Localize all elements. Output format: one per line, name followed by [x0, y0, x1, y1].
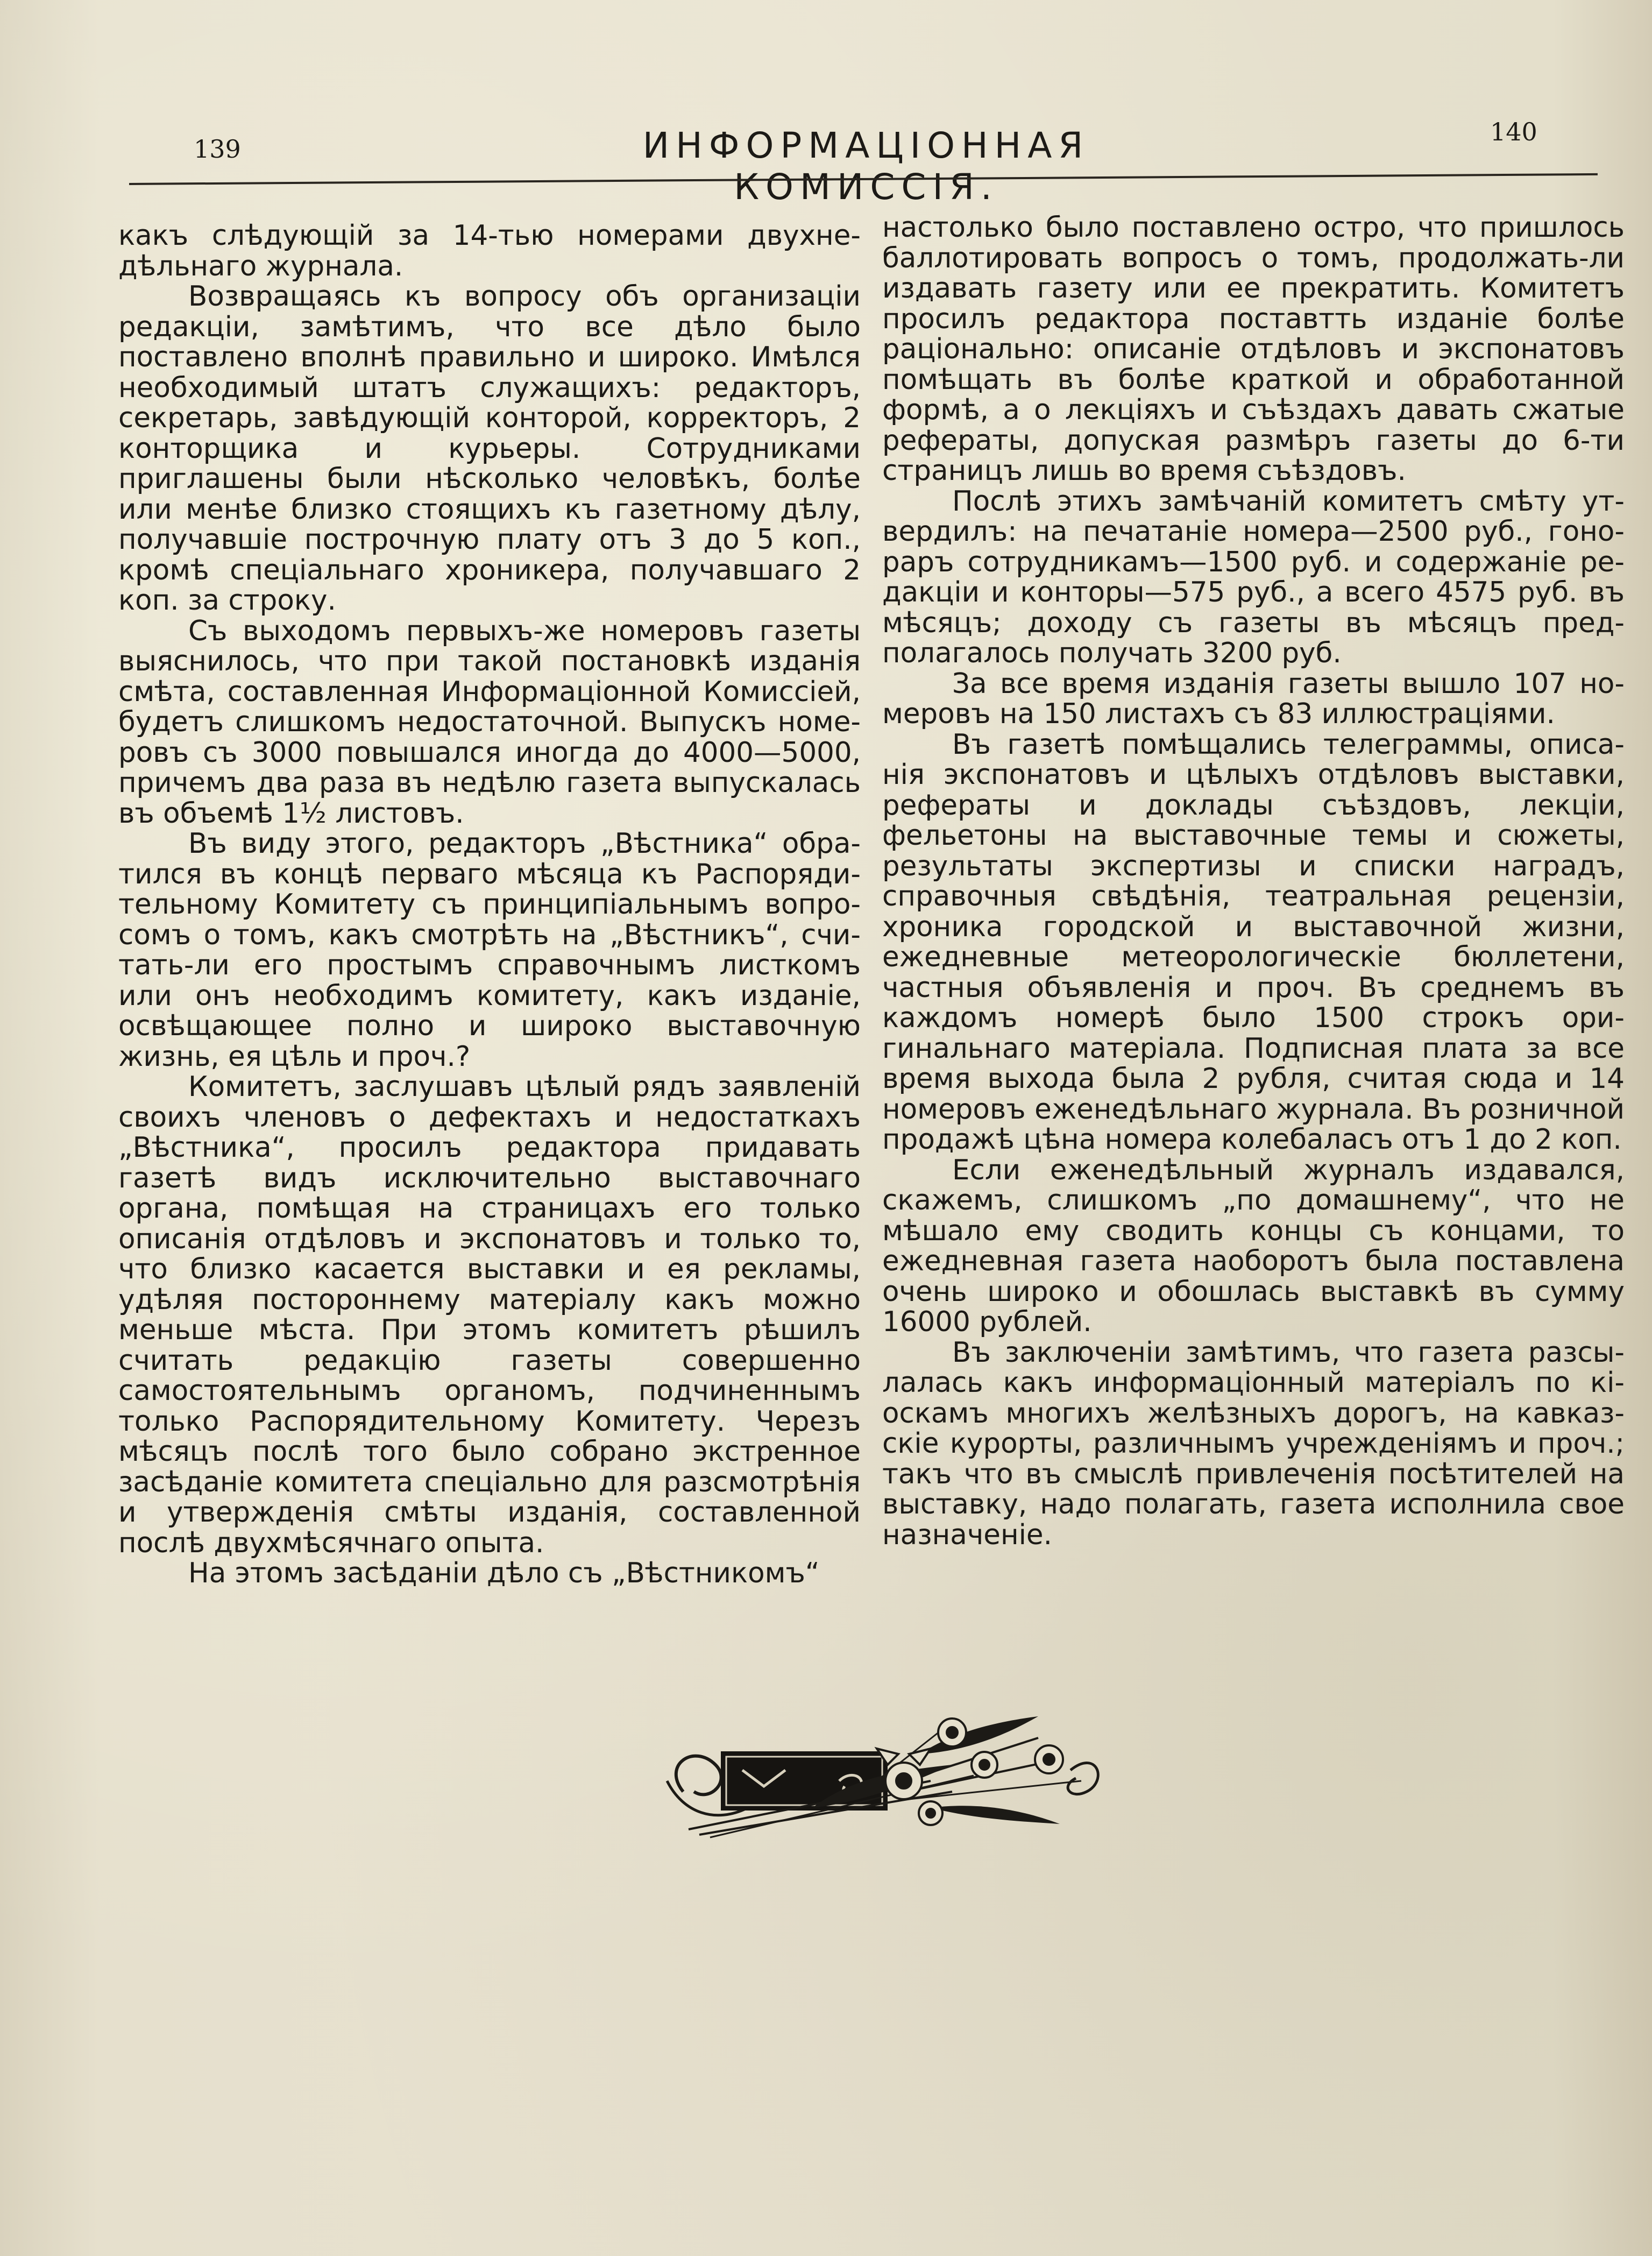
right-text-column	[882, 213, 1625, 1550]
page-number-left: 139	[194, 135, 241, 164]
paragraph: Въ газетѣ помѣщались телеграммы, описанія экспонатовъ и цѣлыхъ отдѣловъ выставки, рефераты и доклады съѣздовъ, лекціи, фельетоны на выставочные темы и сюжеты, результаты экспертизы и списки наградъ, справочныя свѣдѣнія, театральная рецензіи, хроника городской и выставочной жизни, ежедневные метеорологическіе бюллетени, частныя объявленія и проч. Въ среднемъ въ каждомъ номерѣ было 1500 строкъ оригинальнаго матеріала. Подписная плата за все время выхода была 2 рубля, считая сюда и 14 номеровъ еженедѣльнаго журнала. Въ розничной продажѣ цѣна номера колебаласъ отъ 1 до 2 коп.	[882, 728, 1625, 1156]
running-header	[129, 108, 1592, 208]
paragraph: За все время изданія газеты вышло 107 номеровъ на 150 листахъ съ 83 иллюстраціями.	[882, 667, 1625, 730]
paragraph: Послѣ этихъ замѣчаній комитетъ смѣту утвердилъ: на печатаніе номера—2500 руб., гонораръ сотрудникамъ—1500 руб. и содержаніе редакціи и конторы—575 руб., а всего 4575 руб. въ мѣсяцъ; доходу съ газеты въ мѣсяцъ предполагалось получать 3200 руб.	[882, 485, 1625, 669]
running-title: ИНФОРМАЦІОННАЯ КОМИССІЯ.	[642, 125, 1090, 208]
paragraph: Въ заключеніи замѣтимъ, что газета разсылалась какъ информаціонный матеріалъ по кіоскамъ многихъ желѣзныхъ дорогъ, на кавказскіе курорты, различнымъ учрежденіямъ и проч.; такъ что въ смыслѣ привлеченія посѣтителей на выставку, надо полагать, газета исполнила свое назначеніе.	[882, 1336, 1625, 1551]
paragraph: настолько было поставлено остро, что пришлось баллотировать вопросъ о томъ, продолжать-ли издавать газету или ее прекратить. Комитетъ просилъ редактора поставтть изданіе болѣе раціонально: описаніе отдѣловъ и экспонатовъ помѣщать въ болѣе краткой и обработанной формѣ, а о лекціяхъ и съѣздахъ давать сжатые рефераты, допуская размѣръ газеты до 6-ти страницъ лишь во время съѣздовъ.	[882, 211, 1625, 487]
paragraph: Комитетъ, заслушавъ цѣлый рядъ заявленій своихъ членовъ о дефектахъ и недостаткахъ „Вѣстника“, просилъ редактора придавать газетѣ видъ исключительно выставочнаго органа, помѣщая на страницахъ его только описанія отдѣловъ и экспонатовъ и только то, что близко касается выставки и ея рекламы, удѣляя постороннему матеріалу какъ можно меньше мѣста. При этомъ комитетъ рѣшилъ считать редакцію газеты совершенно самостоятельнымъ органомъ, подчиненнымъ только Распорядительному Комитету. Черезъ мѣсяцъ послѣ того было собрано экстренное засѣданіе комитета спеціально для разсмотрѣнія и утвержденія смѣты изданія, составленной послѣ двухмѣсячнаго опыта.	[118, 1071, 861, 1559]
paragraph: Въ виду этого, редакторъ „Вѣстника“ обратился въ концѣ перваго мѣсяца къ Распорядительному Комитету съ принципіальнымъ вопросомъ о томъ, какъ смотрѣть на „Вѣстникъ“, считать-ли его простымъ справочнымъ листкомъ или онъ необходимъ комитету, какъ изданіе, освѣщающее полно и широко выставочную жизнь, ея цѣль и проч.?	[118, 828, 861, 1073]
paragraph: Возвращаясь къ вопросу объ организаціи редакціи, замѣтимъ, что все дѣло было поставлено вполнѣ правильно и широко. Имѣлся необходимый штатъ служащихъ: редакторъ, секретарь, завѣдующій конторой, корректоръ, 2 конторщика и курьеры. Сотрудниками приглашены были нѣсколько человѣкъ, болѣе или менѣе близко стоящихъ къ газетному дѣлу, получавшіе построчную плату отъ 3 до 5 коп., кромѣ спеціальнаго хроникера, получавшаго 2 коп. за строку.	[118, 280, 861, 617]
paragraph: какъ слѣдующій за 14-тью номерами двухнедѣльнаго журнала.	[118, 220, 861, 282]
page-number-right: 140	[1490, 117, 1537, 146]
paragraph: Съ выходомъ первыхъ-же номеровъ газеты выяснилось, что при такой постановкѣ изданія смѣта, составленная Информаціонной Комиссіей, будетъ слишкомъ недостаточной. Выпускъ номеровъ съ 3000 повышался иногда до 4000—5000, причемъ два раза въ недѣлю газета выпускалась въ объемѣ 1½ листовъ.	[118, 614, 861, 830]
floral-ornament-icon	[651, 1700, 1114, 1840]
left-text-column	[118, 221, 861, 1589]
paragraph: На этомъ засѣданіи дѣло съ „Вѣстникомъ“	[188, 1557, 820, 1589]
paragraph: Если еженедѣльный журналъ издавался, скажемъ, слишкомъ „по домашнему“, что не мѣшало ему сводить концы съ концами, то ежедневная газета наоборотъ была поставлена очень широко и обошлась выставкѣ въ сумму 16000 рублей.	[882, 1154, 1625, 1338]
